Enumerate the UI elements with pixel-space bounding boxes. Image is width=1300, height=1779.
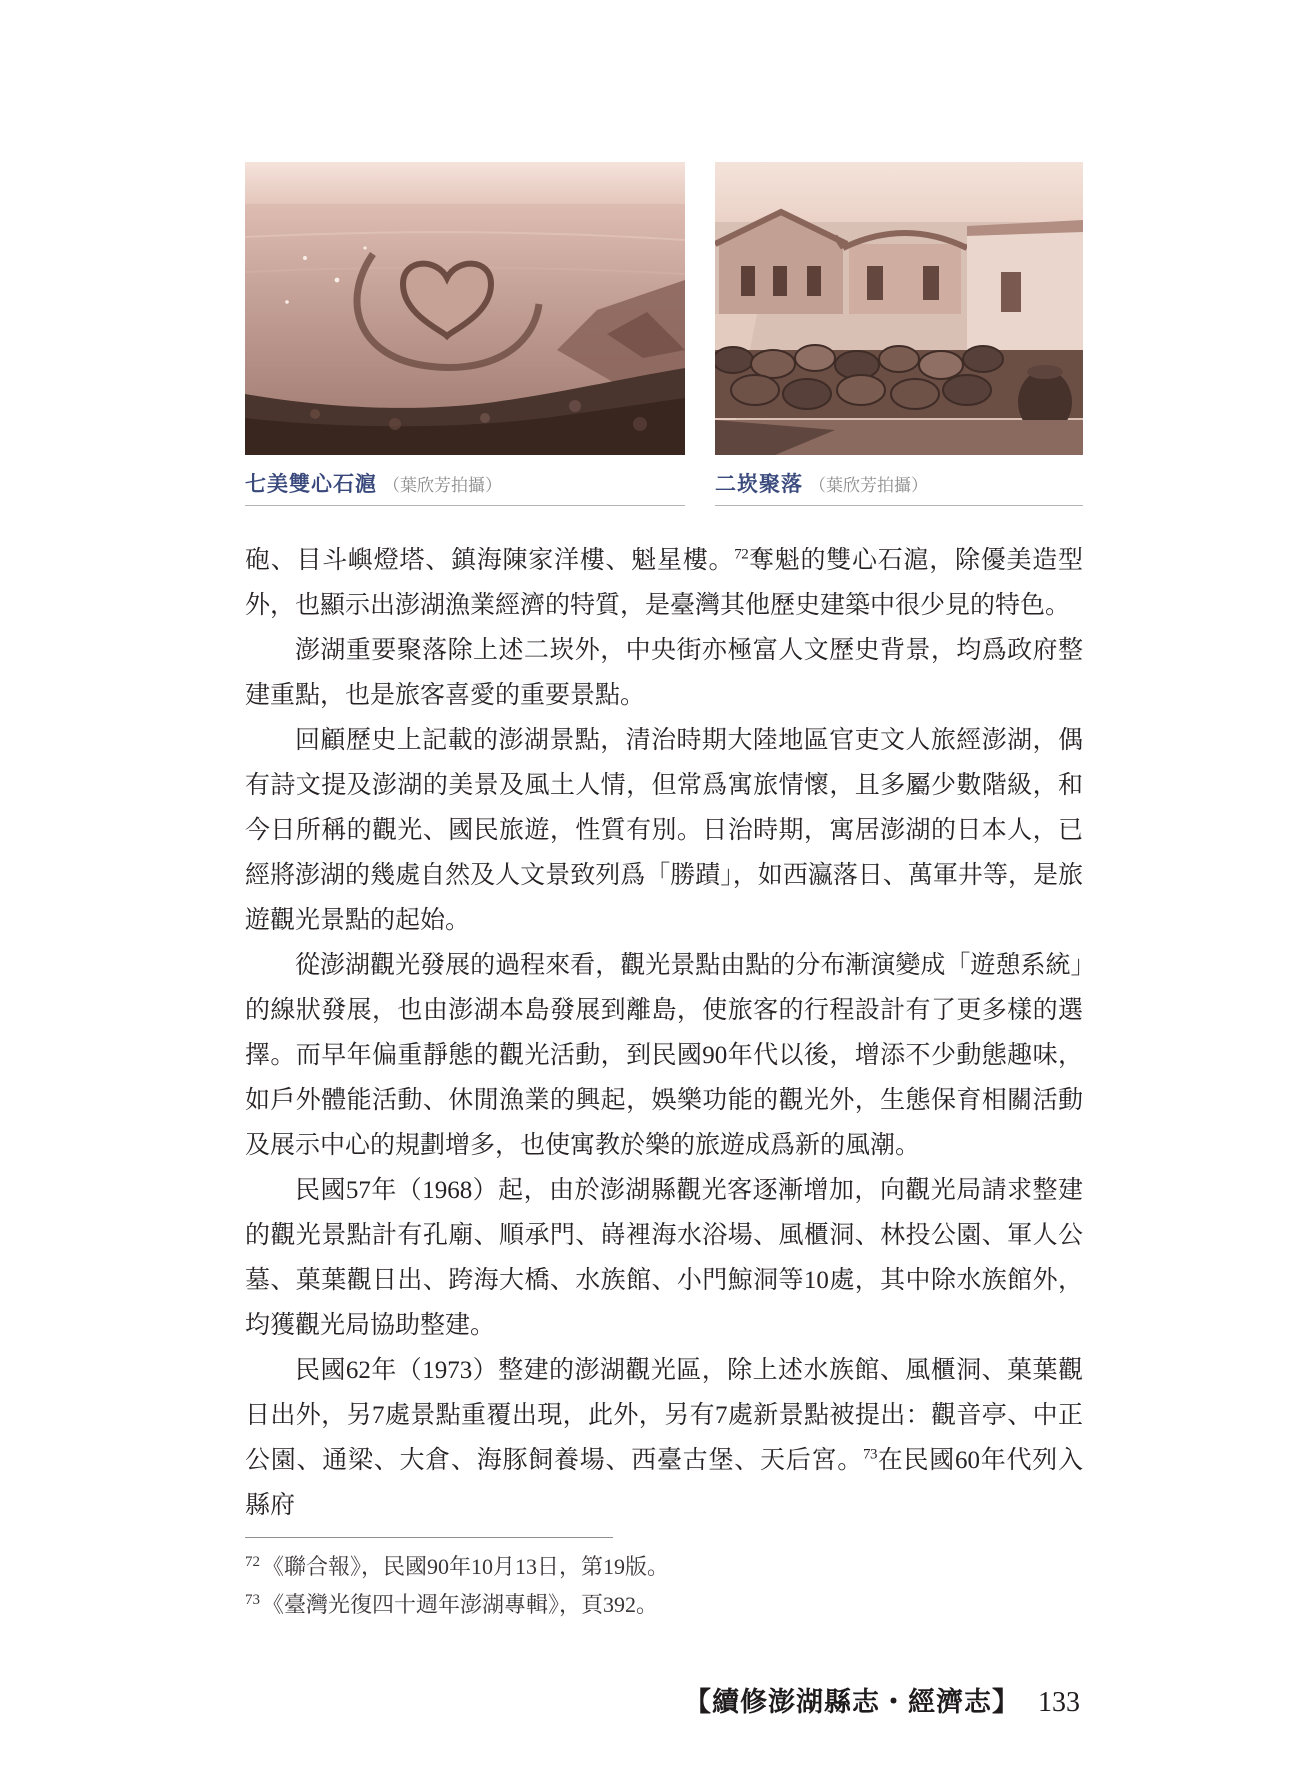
caption-title: 二崁聚落 xyxy=(715,473,803,496)
caption-credit: （葉欣芳拍攝） xyxy=(809,476,928,495)
twin-hearts-weir-photo xyxy=(245,162,685,455)
paragraph: 民國57年（1968）起，由於澎湖縣觀光客逐漸增加，向觀光局請求整建的觀光景點計有孔廟、順承門、嵵裡海水浴場、風櫃洞、林投公園、軍人公墓、菓葉觀日出、跨海大橋、水族館、小門鯨洞等10處，其中除水族館外，均獲觀光局協助整建。 xyxy=(245,1177,1083,1339)
paragraph: 砲、目斗嶼燈塔、鎮海陳家洋樓、魁星樓。$^{72}$奪魁的雙心石滬，除優美造型外，也顯示出澎湖漁業經濟的特質，是臺灣其他歷史建築中很少見的特色。 xyxy=(245,546,1083,619)
caption-rule xyxy=(715,505,1083,506)
paragraph: 從澎湖觀光發展的過程來看，觀光景點由點的分布漸演變成「遊憩系統」的線狀發展，也由澎湖本島發展到離島，使旅客的行程設計有了更多樣的選擇。而早年偏重靜態的觀光活動，到民國90年代以後，增添不少動態趣味，如戶外體能活動、休閒漁業的興起，娛樂功能的觀光外，生態保育相關活動及展示中心的規劃增多，也使寓教於樂的旅遊成爲新的風潮。 xyxy=(245,952,1083,1159)
footnotes xyxy=(245,1548,1005,1624)
footnote-marker: 72 xyxy=(245,1553,260,1570)
paragraph: 澎湖重要聚落除上述二崁外，中央街亦極富人文歷史背景，均爲政府整建重點，也是旅客喜愛的重要景點。 xyxy=(245,637,1083,709)
footnote xyxy=(245,1586,1005,1624)
page-footer xyxy=(684,1680,1080,1719)
caption-title: 七美雙心石滬 xyxy=(245,473,377,496)
erkan-village-photo xyxy=(715,162,1083,455)
footnote-divider xyxy=(245,1537,613,1538)
footnote xyxy=(245,1548,1005,1586)
footnote-text: 《聯合報》，民國90年10月13日，第19版。 xyxy=(262,1554,670,1579)
paragraph: 民國62年（1973）整建的澎湖觀光區，除上述水族館、風櫃洞、菓葉觀日出外，另7處景點重覆出現，此外，另有7處新景點被提出：觀音亭、中正公園、通梁、大倉、海豚飼養場、西臺古堡、天后宮。$^{73}$在民國60年代列入縣府 xyxy=(245,1357,1083,1519)
page-number: 133 xyxy=(1038,1687,1080,1718)
figure-row xyxy=(245,162,1083,506)
caption-rule xyxy=(245,505,685,506)
figure-erkan xyxy=(715,162,1083,506)
caption-erkan xyxy=(715,468,1083,498)
figure-twin-hearts xyxy=(245,162,685,506)
footnote-text: 《臺灣光復四十週年澎湖專輯》，頁392。 xyxy=(262,1592,659,1617)
paragraph: 回顧歷史上記載的澎湖景點，清治時期大陸地區官吏文人旅經澎湖，偶有詩文提及澎湖的美景及風土人情，但常爲寓旅情懷，且多屬少數階級，和今日所稱的觀光、國民旅遊，性質有別。日治時期，寓居澎湖的日本人，已經將澎湖的幾處自然及人文景致列爲「勝蹟」，如西瀛落日、萬軍井等，是旅遊觀光景點的起始。 xyxy=(245,727,1083,934)
body-text xyxy=(245,538,1083,1528)
book-title: 【續修澎湖縣志・經濟志】 xyxy=(684,1687,1020,1717)
caption-credit: （葉欣芳拍攝） xyxy=(383,476,502,495)
footnote-marker: 73 xyxy=(245,1591,260,1608)
caption-twin-hearts xyxy=(245,468,685,498)
